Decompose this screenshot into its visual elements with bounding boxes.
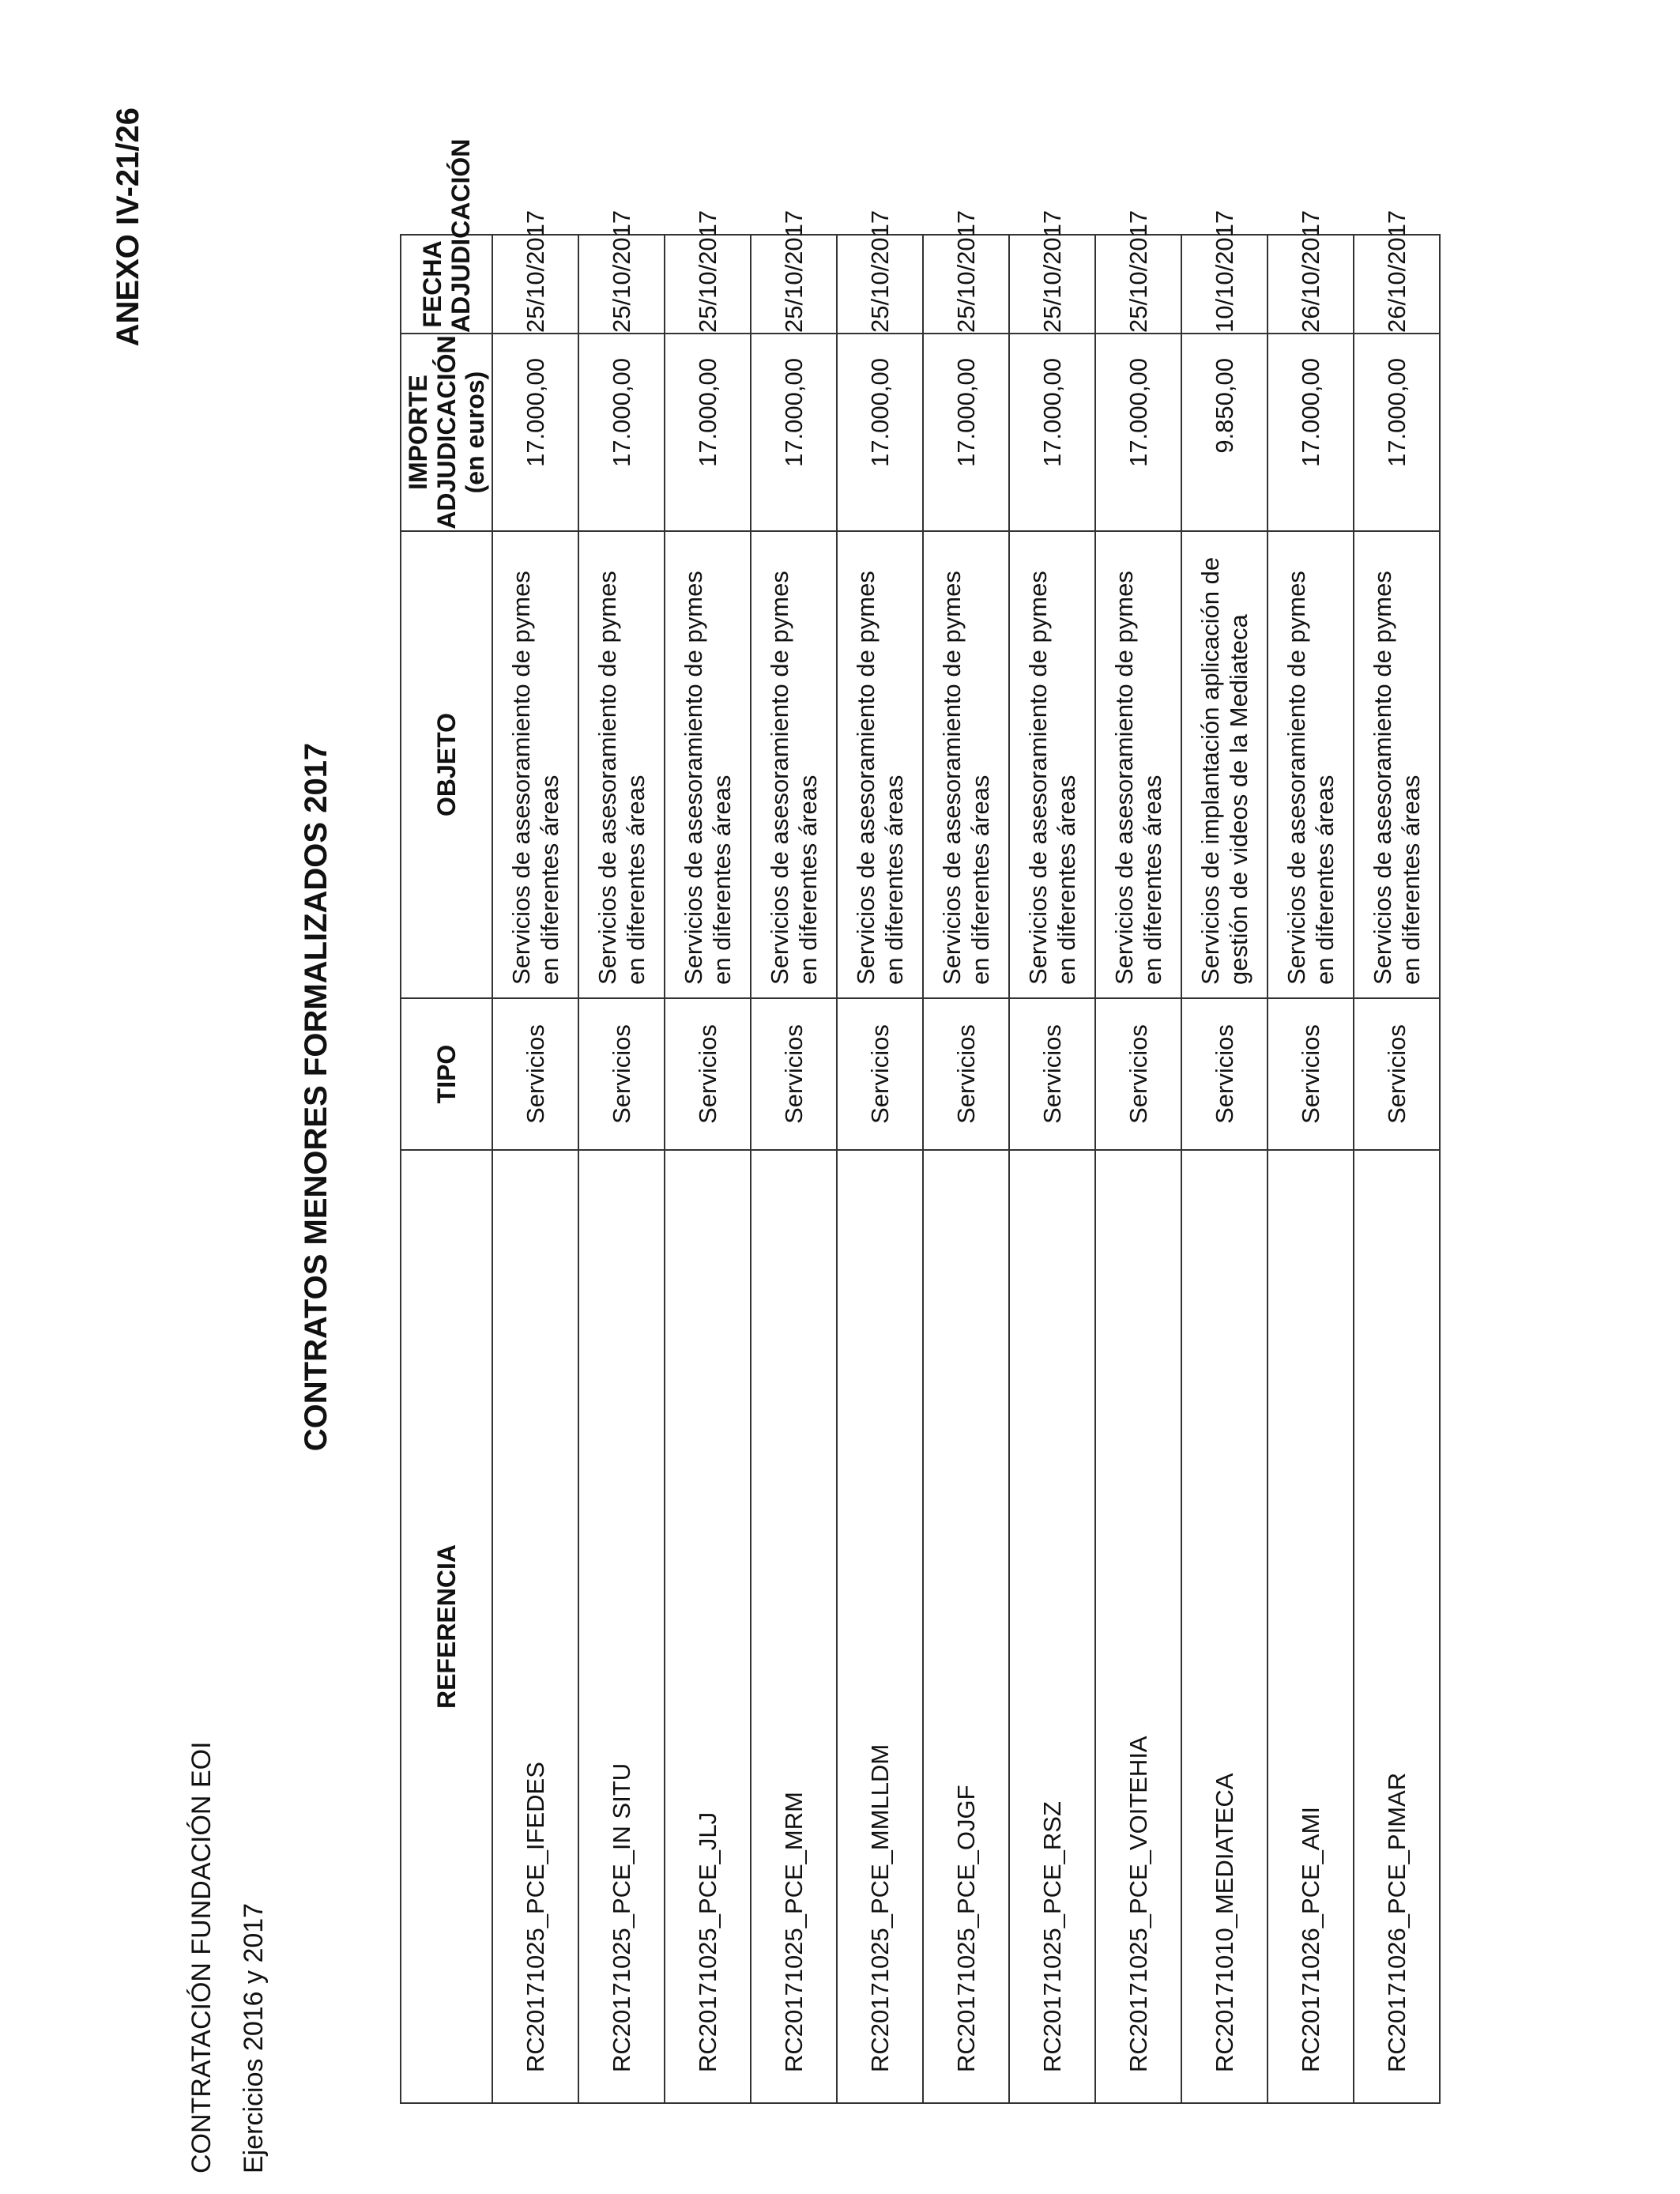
cell-fecha: 25/10/2017 — [1009, 235, 1095, 334]
cell-fecha: 26/10/2017 — [1268, 235, 1354, 334]
cell-fecha: 25/10/2017 — [837, 235, 923, 334]
page-title: CONTRATOS MENORES FORMALIZADOS 2017 — [299, 742, 333, 1452]
cell-referencia: RC20171025_PCE_IN SITU — [578, 1150, 665, 2103]
cell-objeto: Servicios de implantación aplicación de gestión de videos de la Mediateca — [1181, 531, 1268, 998]
table-header-row — [401, 235, 492, 2103]
cell-tipo: Servicios — [1181, 998, 1268, 1150]
header-objeto: OBJETO — [401, 531, 492, 998]
cell-importe: 17.000,00 — [1354, 334, 1440, 531]
header-fecha-line1: FECHA — [418, 240, 446, 328]
header-referencia: REFERENCIA — [401, 1150, 492, 2103]
cell-objeto: Servicios de asesoramiento de pymes en diferentes áreas — [578, 531, 665, 998]
table-row — [1009, 235, 1095, 2103]
cell-importe: 17.000,00 — [1268, 334, 1354, 531]
table-row — [1268, 235, 1354, 2103]
cell-fecha: 26/10/2017 — [1354, 235, 1440, 334]
cell-referencia: RC20171026_PCE_AMI — [1268, 1150, 1354, 2103]
cell-referencia: RC20171025_PCE_JLJ — [665, 1150, 751, 2103]
cell-objeto: Servicios de asesoramiento de pymes en diferentes áreas — [1009, 531, 1095, 998]
header-tipo: TIPO — [401, 998, 492, 1150]
cell-importe: 17.000,00 — [923, 334, 1009, 531]
cell-importe: 17.000,00 — [1009, 334, 1095, 531]
table-row — [1181, 235, 1268, 2103]
cell-tipo: Servicios — [492, 998, 578, 1150]
cell-referencia: RC20171025_PCE_VOITEHIA — [1095, 1150, 1181, 2103]
cell-tipo: Servicios — [837, 998, 923, 1150]
cell-importe: 17.000,00 — [665, 334, 751, 531]
cell-objeto: Servicios de asesoramiento de pymes en diferentes áreas — [837, 531, 923, 998]
cell-referencia: RC20171025_PCE_IFEDES — [492, 1150, 578, 2103]
table-row — [578, 235, 665, 2103]
cell-referencia: RC20171010_MEDIATECA — [1181, 1150, 1268, 2103]
period-label: Ejercicios 2016 y 2017 — [239, 1902, 269, 2173]
cell-objeto: Servicios de asesoramiento de pymes en diferentes áreas — [1095, 531, 1181, 998]
cell-importe: 17.000,00 — [1095, 334, 1181, 531]
cell-referencia: RC20171025_PCE_MRM — [751, 1150, 837, 2103]
cell-fecha: 25/10/2017 — [665, 235, 751, 334]
cell-tipo: Servicios — [1354, 998, 1440, 1150]
cell-objeto: Servicios de asesoramiento de pymes en diferentes áreas — [492, 531, 578, 998]
cell-tipo: Servicios — [1009, 998, 1095, 1150]
cell-tipo: Servicios — [1268, 998, 1354, 1150]
table-row — [1354, 235, 1440, 2103]
table-row — [665, 235, 751, 2103]
cell-fecha: 25/10/2017 — [492, 235, 578, 334]
cell-importe: 17.000,00 — [492, 334, 578, 531]
header-importe-line1: IMPORTE — [404, 375, 432, 490]
cell-referencia: RC20171025_PCE_MMLLDM — [837, 1150, 923, 2103]
contracts-table — [400, 138, 1441, 2104]
annex-label: ANEXO IV-21/26 — [111, 107, 145, 347]
cell-referencia: RC20171025_PCE_RSZ — [1009, 1150, 1095, 2103]
table-row — [1095, 235, 1181, 2103]
header-importe — [401, 334, 492, 531]
cell-fecha: 25/10/2017 — [1095, 235, 1181, 334]
table-row — [492, 235, 578, 2103]
cell-fecha: 25/10/2017 — [578, 235, 665, 334]
header-fecha-line2: ADJUDICACIÓN — [446, 138, 475, 333]
document-header — [175, 1741, 280, 2173]
cell-importe: 17.000,00 — [837, 334, 923, 531]
header-fecha — [401, 138, 492, 334]
cell-objeto: Servicios de asesoramiento de pymes en diferentes áreas — [665, 531, 751, 998]
cell-tipo: Servicios — [665, 998, 751, 1150]
table-row — [751, 235, 837, 2103]
table-row — [837, 235, 923, 2103]
cell-fecha: 10/10/2017 — [1181, 235, 1268, 334]
cell-tipo: Servicios — [751, 998, 837, 1150]
cell-importe: 9.850,00 — [1181, 334, 1268, 531]
cell-tipo: Servicios — [923, 998, 1009, 1150]
cell-fecha: 25/10/2017 — [751, 235, 837, 334]
cell-tipo: Servicios — [578, 998, 665, 1150]
table-row — [923, 235, 1009, 2103]
organization-name: CONTRATACIÓN FUNDACIÓN EOI — [186, 1741, 217, 2173]
cell-tipo: Servicios — [1095, 998, 1181, 1150]
cell-importe: 17.000,00 — [578, 334, 665, 531]
header-importe-line2: ADJUDICACIÓN — [432, 335, 461, 530]
cell-importe: 17.000,00 — [751, 334, 837, 531]
cell-fecha: 25/10/2017 — [923, 235, 1009, 334]
cell-referencia: RC20171026_PCE_PIMAR — [1354, 1150, 1440, 2103]
cell-objeto: Servicios de asesoramiento de pymes en diferentes áreas — [1354, 531, 1440, 998]
cell-objeto: Servicios de asesoramiento de pymes en diferentes áreas — [1268, 531, 1354, 998]
cell-objeto: Servicios de asesoramiento de pymes en diferentes áreas — [923, 531, 1009, 998]
header-importe-line3: (en euros) — [461, 371, 489, 494]
table-body — [492, 209, 1440, 2103]
cell-referencia: RC20171025_PCE_OJGF — [923, 1150, 1009, 2103]
cell-objeto: Servicios de asesoramiento de pymes en diferentes áreas — [751, 531, 837, 998]
